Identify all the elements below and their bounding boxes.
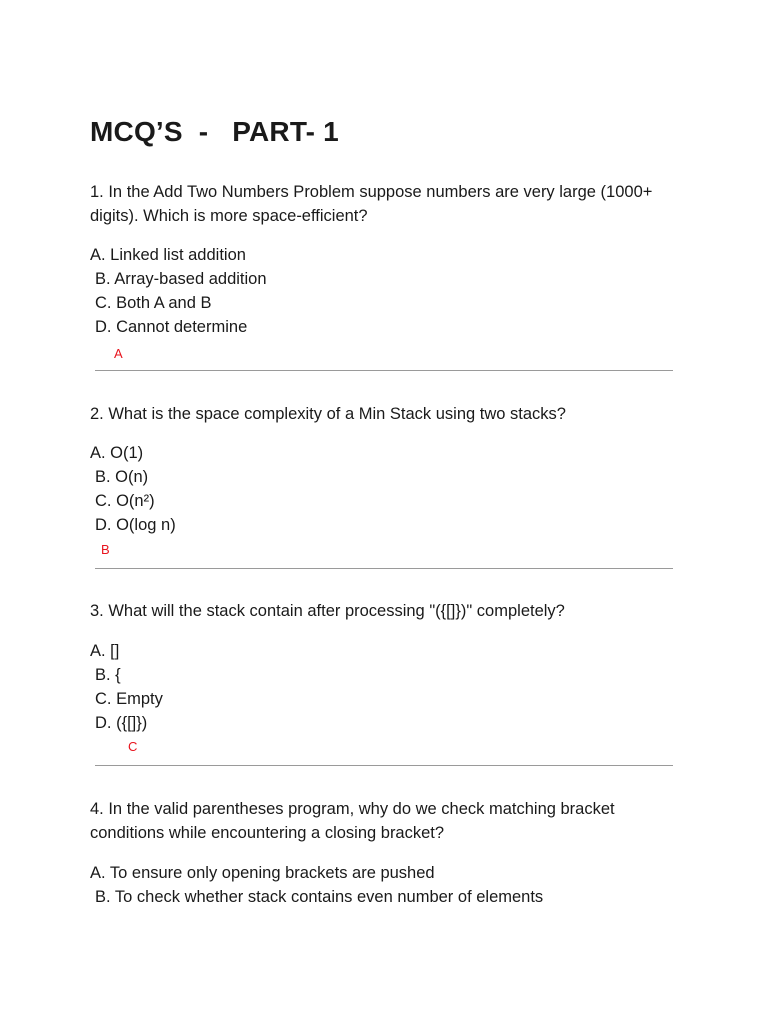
divider [95, 765, 673, 766]
divider [95, 370, 673, 371]
question-1-option-d: D. Cannot determine [95, 318, 248, 336]
question-3-option-b: B. { [95, 666, 121, 684]
question-1-text: 1. In the Add Two Numbers Problem suppose numbers are very large (1000+ digits). Which is more space-efficient? [90, 183, 653, 225]
question-1-option-b: B. Array-based addition [95, 270, 267, 288]
question-4-option-b: B. To check whether stack contains even number of elements [95, 888, 544, 906]
question-4-text: 4. In the valid parentheses program, why do we check matching bracket conditions while encountering a closing bracket? [90, 800, 615, 842]
question-3-option-c: C. Empty [95, 690, 163, 708]
question-2-text: 2. What is the space complexity of a Min Stack using two stacks? [90, 405, 566, 423]
divider [95, 568, 673, 569]
question-3-answer: C [128, 739, 138, 754]
question-2-option-c: C. O(n²) [95, 492, 155, 510]
question-2-option-a: A. O(1) [90, 444, 144, 462]
question-1-option-c: C. Both A and B [95, 294, 212, 312]
question-1-answer: A [114, 346, 123, 361]
page-title: MCQ’S - PART- 1 [90, 116, 339, 147]
question-3-option-d: D. ({[]}) [95, 714, 148, 732]
question-3-option-a: A. [] [90, 642, 120, 660]
question-2-option-b: B. O(n) [95, 468, 149, 486]
question-1-option-a: A. Linked list addition [90, 246, 246, 264]
question-4-option-a: A. To ensure only opening brackets are pushed [90, 864, 435, 882]
question-2-answer: B [101, 542, 110, 557]
question-2-option-d: D. O(log n) [95, 516, 176, 534]
question-3-text: 3. What will the stack contain after processing "({[]})" completely? [90, 602, 565, 620]
